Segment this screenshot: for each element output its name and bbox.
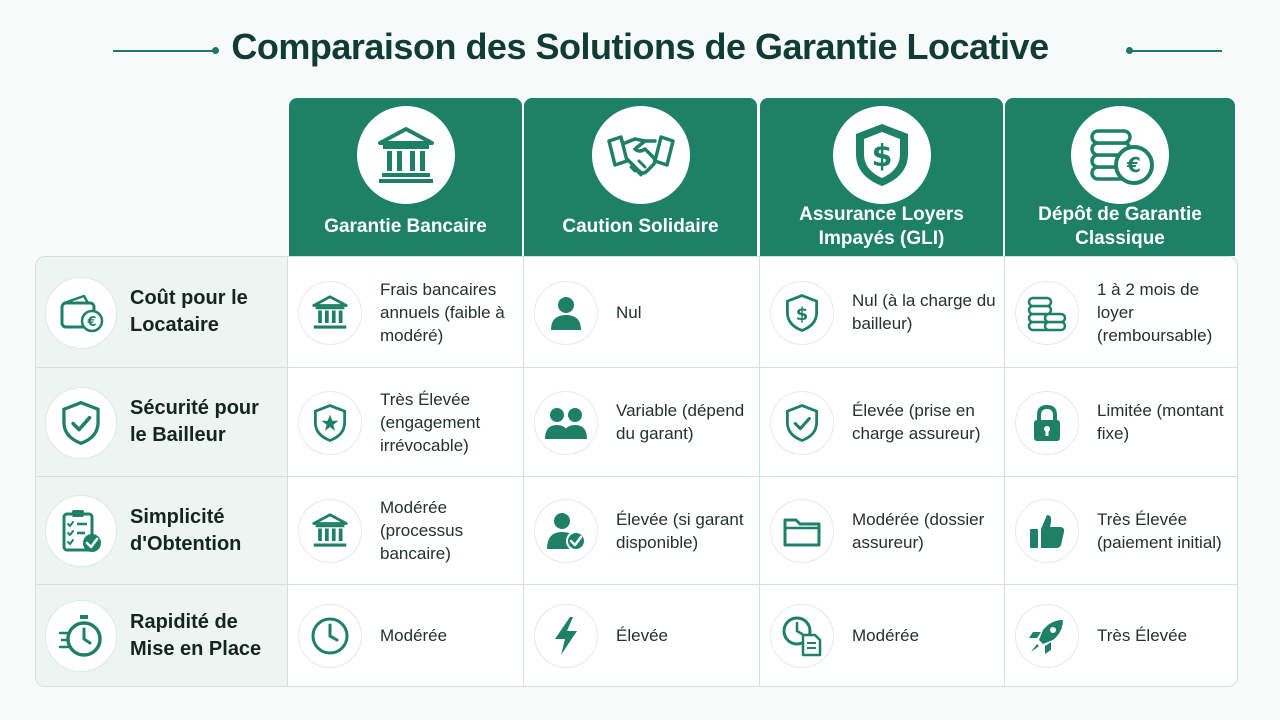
svg-text:€: € xyxy=(1127,153,1141,177)
row-label-simplicite xyxy=(36,477,287,584)
bank-icon xyxy=(298,499,362,563)
coins-euro-icon xyxy=(1071,106,1169,204)
row-label-text: Simplicité d'Obtention xyxy=(130,505,242,555)
cell-rapidite-caution-solidaire xyxy=(524,585,759,686)
page-title: Comparaison des Solutions de Garantie Locative xyxy=(231,26,1049,67)
cell-cout-garantie-bancaire xyxy=(288,257,523,367)
shield-dollar-icon xyxy=(770,281,834,345)
cell-cout-depot xyxy=(1005,257,1237,367)
column-header-caution-solidaire xyxy=(524,98,757,256)
coins-icon xyxy=(1015,281,1079,345)
cell-cout-caution-solidaire xyxy=(524,257,759,367)
column-header-depot-de-garantie xyxy=(1005,98,1235,256)
shield-dollar-icon xyxy=(833,106,931,204)
row-label-cout xyxy=(36,257,287,367)
row-label-text: Sécurité pour le Bailleur xyxy=(130,397,259,446)
cell-text: Élevée (si garant disponible) xyxy=(616,509,744,552)
row-label-securite xyxy=(36,368,287,476)
clock-document-icon xyxy=(770,604,834,668)
column-header-garantie-bancaire xyxy=(289,98,522,256)
cell-text: Modérée (processus bancaire) xyxy=(380,498,464,563)
cell-securite-caution-solidaire xyxy=(524,368,759,476)
cell-simplicite-depot xyxy=(1005,477,1237,584)
svg-text:€: € xyxy=(87,315,97,330)
shield-check-icon xyxy=(45,387,117,459)
svg-text:$: $ xyxy=(871,139,892,174)
row-label-text: Coût pour le Locataire xyxy=(130,287,248,336)
cell-text: Modérée xyxy=(852,626,920,645)
person-check-icon xyxy=(534,499,598,563)
cell-cout-assurance xyxy=(760,257,1004,367)
cell-text: Élevée xyxy=(616,626,668,645)
cell-rapidite-assurance xyxy=(760,585,1004,686)
column-label: Garantie Bancaire xyxy=(324,216,487,237)
folder-icon xyxy=(770,499,834,563)
cell-text: Très Élevée xyxy=(1097,626,1188,645)
column-label: Assurance Loyers Impayés (GLI) xyxy=(799,204,964,249)
cell-text: Élevée (prise en charge assureur) xyxy=(852,401,981,443)
shield-check-icon xyxy=(770,391,834,455)
cell-text: Limitée (montant fixe) xyxy=(1097,401,1224,443)
people-icon xyxy=(534,391,598,455)
bank-icon xyxy=(298,281,362,345)
cell-text: Modérée (dossier assureur) xyxy=(852,509,985,552)
column-label: Dépôt de Garantie Classique xyxy=(1038,204,1202,249)
cell-simplicite-caution-solidaire xyxy=(524,477,759,584)
row-label-text: Rapidité de Mise en Place xyxy=(130,610,262,660)
svg-text:$: $ xyxy=(795,303,809,325)
lightning-icon xyxy=(534,604,598,668)
column-label: Caution Solidaire xyxy=(562,216,719,237)
cell-text: Frais bancaires annuels (faible à modéré) xyxy=(380,279,505,345)
cell-securite-depot xyxy=(1005,368,1237,476)
cell-text: 1 à 2 mois de loyer (remboursable) xyxy=(1097,279,1213,345)
cell-text: Nul (à la charge du bailleur) xyxy=(852,291,996,333)
title-bar xyxy=(0,22,1280,78)
rocket-icon xyxy=(1015,604,1079,668)
column-header-assurance-loyers-impayes xyxy=(760,98,1003,256)
cell-text: Variable (dépend du garant) xyxy=(616,401,745,443)
shield-star-icon xyxy=(298,391,362,455)
comparison-table xyxy=(35,256,1238,687)
handshake-icon xyxy=(592,106,690,204)
cell-rapidite-garantie-bancaire xyxy=(288,585,523,686)
cell-securite-garantie-bancaire xyxy=(288,368,523,476)
cell-simplicite-garantie-bancaire xyxy=(288,477,523,584)
cell-simplicite-assurance xyxy=(760,477,1004,584)
cell-text: Très Élevée (paiement initial) xyxy=(1097,509,1222,552)
cell-rapidite-depot xyxy=(1005,585,1237,686)
bank-icon xyxy=(357,106,455,204)
cell-text: Très Élevée (engagement irrévocable) xyxy=(380,389,481,455)
cell-text: Modérée xyxy=(380,626,448,645)
wallet-euro-icon xyxy=(45,277,117,349)
stopwatch-icon xyxy=(45,600,117,672)
cell-text: Nul xyxy=(616,302,642,322)
clock-icon xyxy=(298,604,362,668)
thumbs-up-icon xyxy=(1015,499,1079,563)
cell-securite-assurance xyxy=(760,368,1004,476)
title-right-line xyxy=(1131,50,1222,52)
padlock-icon xyxy=(1015,391,1079,455)
person-icon xyxy=(534,281,598,345)
checklist-icon xyxy=(45,495,117,567)
row-label-rapidite xyxy=(36,585,287,686)
